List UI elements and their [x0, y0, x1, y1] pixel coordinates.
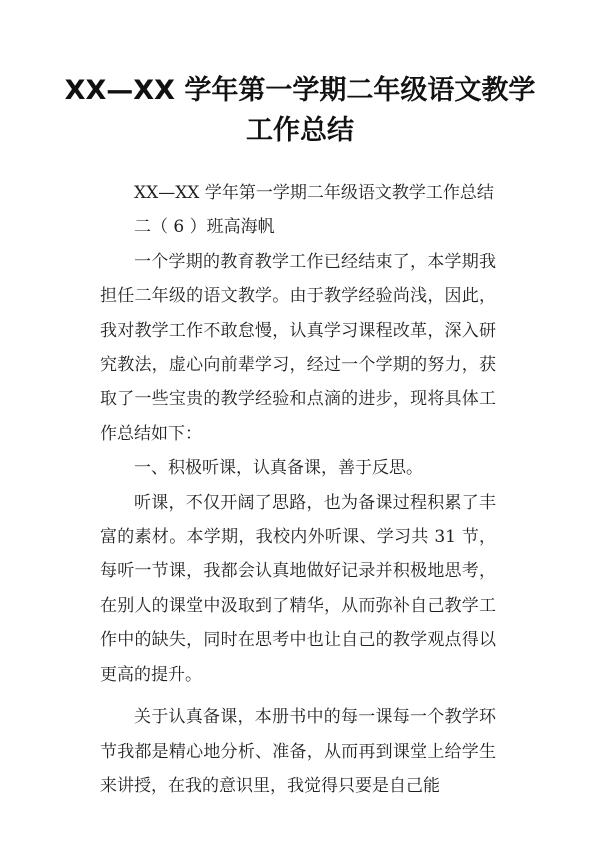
- document-title-line-2: 工作总结: [246, 115, 354, 146]
- paragraph-intro: 一个学期的教育教学工作已经结束了，本学期我担任二年级的语文教学。由于教学经验尚浅，因此，我对教学工作不敢怠慢，认真学习课程改革，深入研究教法，虚心向前辈学习，经过一个学期的努力，获取了一些宝贵的教学经验和点滴的进步，现将具体工作总结如下：: [100, 251, 496, 444]
- paragraph-preparation: 关于认真备课，本册书中的每一课每一个教学环节我都是精心地分析、准备，从而再到课堂上给学生来讲授，在我的意识里，我觉得只要是自己能: [100, 707, 496, 796]
- paragraph-listening: 听课，不仅开阔了思路，也为备课过程积累了丰富的素材。本学期，我校内外听课、学习共 31 节，每听一节课，我都会认真地做好记录并积极地思考，在别人的课堂中汲取到了精华，从而弥补自己教学工作中的缺失，同时在思考中也让自己的教学观点得以更高的提升。: [100, 492, 496, 685]
- paragraph-class-author: 二（ 6 ）班高海帆: [134, 217, 275, 238]
- paragraph-subtitle: XX—XX 学年第一学期二年级语文教学工作总结: [134, 183, 494, 203]
- document-title-line-1: XX—XX 学年第一学期二年级语文教学: [64, 75, 536, 106]
- section-heading-1: 一、积极听课，认真备课，善于反思。: [134, 458, 423, 479]
- document-body: [100, 176, 496, 803]
